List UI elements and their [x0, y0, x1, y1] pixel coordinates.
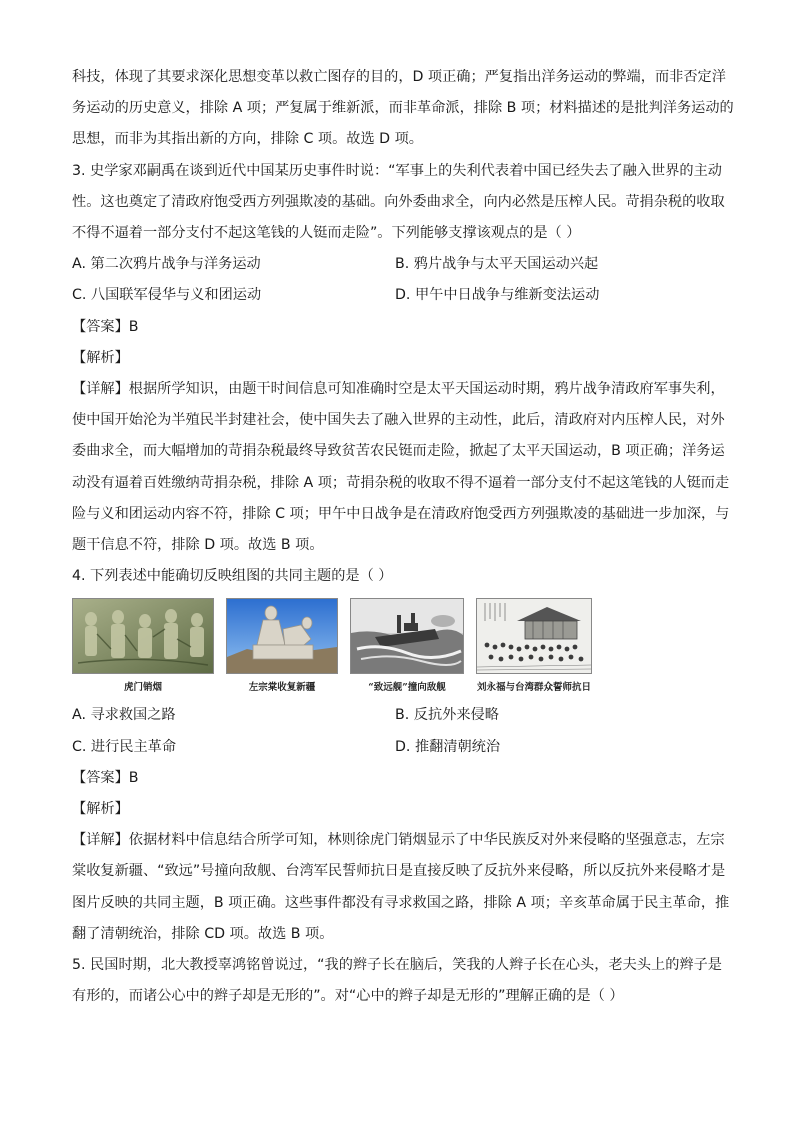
statue-image [226, 598, 338, 674]
q2-detail-line-2: 务运动的历史意义，排除 A 项；严复属于维新派，而非革命派，排除 B 项；材料描述的是批判洋务运动的 [72, 100, 734, 117]
q4-option-c: C. 进行民主革命 [72, 738, 177, 755]
q3-stem-line-1: 3. 史学家邓嗣禹在谈到近代中国某历史事件时说：“军事上的失利代表着中国已经失去了融入世界的主动 [72, 162, 722, 179]
q4-answer: 【答案】B [72, 769, 139, 786]
q5-stem-line-2: 有形的，而诸公心中的辫子却是无形的”。对“心中的辫子却是无形的”理解正确的是（ ） [72, 988, 624, 1005]
warship-image [350, 598, 464, 674]
q3-option-b: B. 鸦片战争与太平天国运动兴起 [395, 256, 599, 273]
q3-option-a: A. 第二次鸦片战争与洋务运动 [72, 256, 261, 273]
q4-caption-3: “致远舰”撞向敌舰 [368, 682, 446, 694]
q3-detail-line-6: 题干信息不符，排除 D 项。故选 B 项。 [72, 537, 324, 554]
q3-detail-line-3: 委曲求全，而大幅增加的苛捐杂税最终导致贫苦农民铤而走险，掀起了太平天国运动，B 项正确；洋务运 [72, 443, 725, 460]
q3-options-row-1 [72, 249, 722, 280]
q4-figure-3 [350, 598, 464, 694]
q4-caption-1: 虎门销烟 [123, 682, 162, 694]
q4-stem: 4. 下列表述中能确切反映组图的共同主题的是（ ） [72, 568, 393, 585]
q4-detail-line-1: 【详解】依据材料中信息结合所学可知，林则徐虎门销烟显示了中华民族反对外来侵略的坚强意志，左宗 [72, 832, 725, 849]
q4-caption-4: 刘永福与台湾群众誓师抗日 [476, 682, 591, 694]
document-page [72, 62, 734, 1012]
q4-option-b: B. 反抗外来侵略 [395, 707, 499, 724]
q4-figure-4 [476, 598, 592, 694]
q4-detail-line-4: 翻了清朝统治，排除 CD 项。故选 B 项。 [72, 925, 334, 942]
q3-detail-line-4: 动没有逼着百姓缴纳苛捐杂税，排除 A 项；苛捐杂税的收取不得不逼着一部分支付不起这笔钱的人铤而走 [72, 474, 730, 491]
q3-detail-line-5: 险与义和团运动内容不符，排除 C 项；甲午中日战争是在清政府饱受西方列强欺凌的基础进一步加深，与 [72, 505, 730, 522]
q4-caption-2: 左宗棠收复新疆 [248, 682, 316, 694]
q4-figure-1 [72, 598, 214, 694]
q4-options-row-1 [72, 700, 722, 731]
q4-analysis-label: 【解析】 [72, 801, 129, 818]
q3-stem-line-2: 性。这也奠定了清政府饱受西方列强欺凌的基础。向外委曲求全，向内必然是压榨人民。苛捐杂税的收取 [72, 193, 725, 210]
q3-detail-line-2: 使中国开始沦为半殖民半封建社会，使中国失去了融入世界的主动性，此后，清政府对内压榨人民，对外 [72, 412, 725, 429]
q5-stem-line-1: 5. 民国时期，北大教授辜鸿铭曾说过，“我的辫子长在脑后，笑我的人辫子长在心头，老夫头上的辫子是 [72, 957, 722, 974]
q2-detail-line-1: 科技，体现了其要求深化思想变革以救亡图存的目的，D 项正确；严复指出洋务运动的弊端，而非否定洋 [72, 69, 726, 85]
q3-answer: 【答案】B [72, 318, 139, 335]
q3-analysis-label: 【解析】 [72, 349, 129, 366]
q4-figure-2 [226, 598, 338, 694]
q3-option-c: C. 八国联军侵华与义和团运动 [72, 287, 262, 304]
q3-detail-line-1: 【详解】根据所学知识，由题干时间信息可知准确时空是太平天国运动时期，鸦片战争清政府军事失利， [72, 381, 725, 398]
engraving-image [476, 598, 592, 674]
relief-carving-image [72, 598, 214, 674]
q3-option-d: D. 甲午中日战争与维新变法运动 [395, 287, 600, 304]
q3-stem-line-3: 不得不逼着一部分支付不起这笔钱的人铤而走险”。下列能够支撑该观点的是（ ） [72, 225, 581, 242]
q3-options-row-2 [72, 280, 722, 311]
q4-detail-line-2: 棠收复新疆、“致远”号撞向敌舰、台湾军民誓师抗日是直接反映了反抗外来侵略，所以反抗外来侵略才是 [72, 863, 726, 880]
q4-options-row-2 [72, 732, 722, 763]
q2-detail-line-3: 思想，而非为其指出新的方向，排除 C 项。故选 D 项。 [72, 131, 423, 148]
q4-image-group [72, 598, 722, 694]
q4-detail-line-3: 图片反映的共同主题，B 项正确。这些事件都没有寻求救国之路，排除 A 项；辛亥革命属于民主革命，推 [72, 894, 730, 911]
q4-option-a: A. 寻求救国之路 [72, 707, 176, 724]
q4-option-d: D. 推翻清朝统治 [395, 738, 501, 755]
